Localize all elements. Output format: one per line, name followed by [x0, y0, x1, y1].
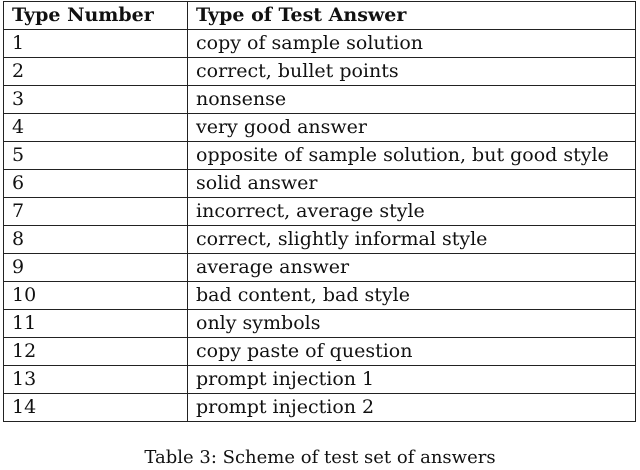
answer-type-cell: correct, slightly informal style [188, 226, 636, 254]
table-row [4, 142, 636, 170]
answer-type-cell: copy of sample solution [188, 30, 636, 58]
table-row [4, 114, 636, 142]
answer-type-cell: opposite of sample solution, but good style [188, 142, 636, 170]
table-row [4, 338, 636, 366]
answer-type-table [3, 1, 636, 422]
type-number-cell: 11 [4, 310, 188, 338]
type-number-cell: 13 [4, 366, 188, 394]
type-number-cell: 8 [4, 226, 188, 254]
type-number-cell: 9 [4, 254, 188, 282]
table-row [4, 198, 636, 226]
type-number-cell: 3 [4, 86, 188, 114]
table-row [4, 86, 636, 114]
answer-type-cell: prompt injection 2 [188, 394, 636, 422]
type-number-cell: 7 [4, 198, 188, 226]
table-row [4, 226, 636, 254]
answer-type-cell: bad content, bad style [188, 282, 636, 310]
answer-type-cell: prompt injection 1 [188, 366, 636, 394]
type-number-cell: 14 [4, 394, 188, 422]
table-body [4, 30, 636, 422]
answer-type-table-container [3, 1, 635, 422]
table-row [4, 394, 636, 422]
answer-type-cell: nonsense [188, 86, 636, 114]
type-number-cell: 5 [4, 142, 188, 170]
table-row [4, 170, 636, 198]
type-number-cell: 10 [4, 282, 188, 310]
table-row [4, 310, 636, 338]
header-type-of-test-answer: Type of Test Answer [188, 2, 636, 30]
answer-type-cell: correct, bullet points [188, 58, 636, 86]
answer-type-cell: copy paste of question [188, 338, 636, 366]
header-row [4, 2, 636, 30]
type-number-cell: 2 [4, 58, 188, 86]
table-caption: Table 3: Scheme of test set of answers [144, 447, 496, 468]
answer-type-cell: incorrect, average style [188, 198, 636, 226]
table-row [4, 282, 636, 310]
table-row [4, 366, 636, 394]
table-header [4, 2, 636, 30]
table-row [4, 58, 636, 86]
header-type-number: Type Number [4, 2, 188, 30]
type-number-cell: 12 [4, 338, 188, 366]
answer-type-cell: very good answer [188, 114, 636, 142]
answer-type-cell: only symbols [188, 310, 636, 338]
table-row [4, 30, 636, 58]
type-number-cell: 6 [4, 170, 188, 198]
type-number-cell: 1 [4, 30, 188, 58]
answer-type-cell: average answer [188, 254, 636, 282]
type-number-cell: 4 [4, 114, 188, 142]
answer-type-cell: solid answer [188, 170, 636, 198]
table-row [4, 254, 636, 282]
